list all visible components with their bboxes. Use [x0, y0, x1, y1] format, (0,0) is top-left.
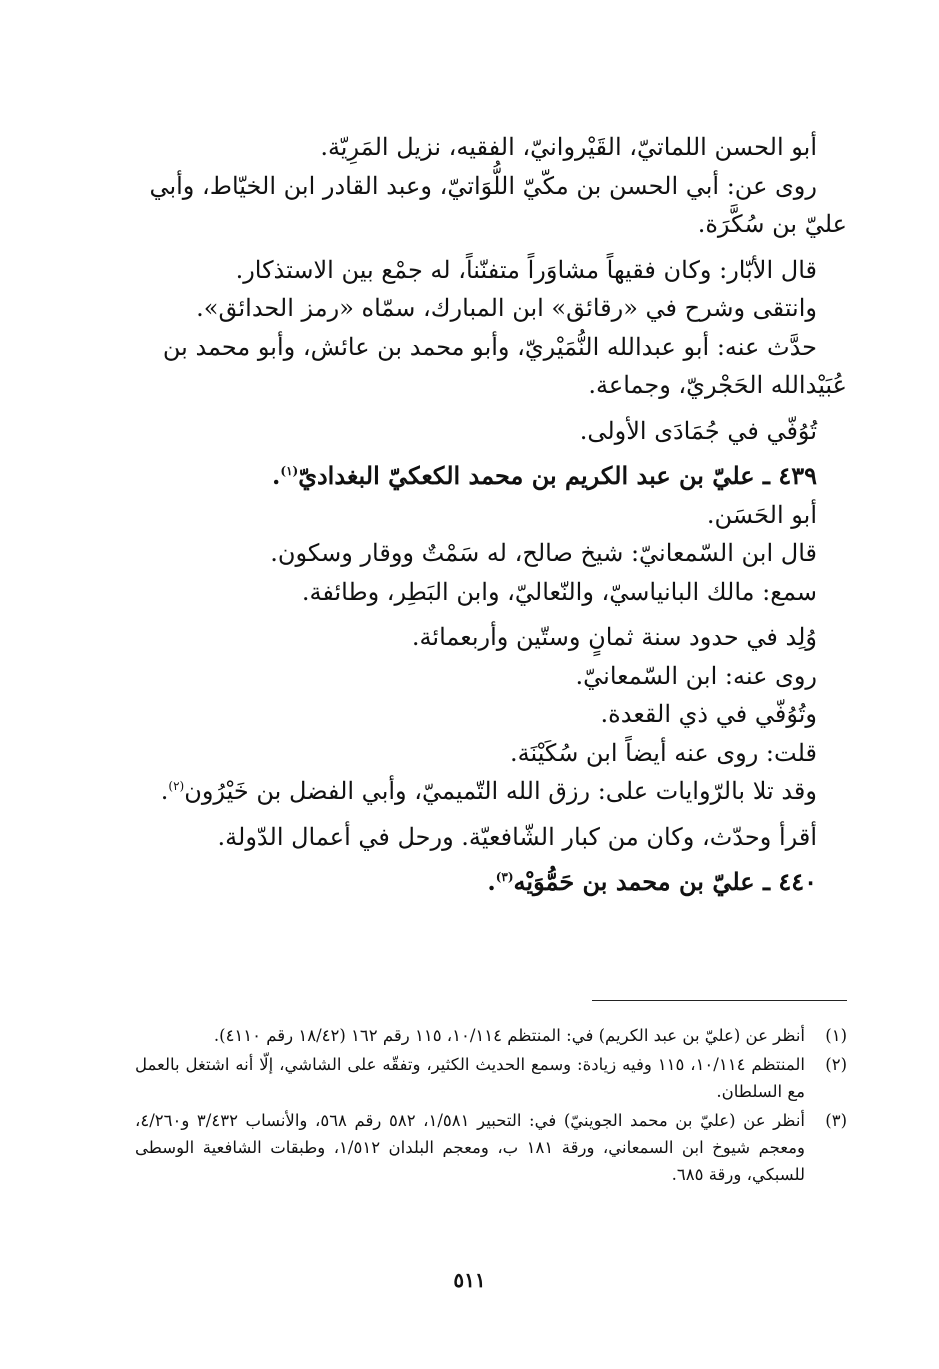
text-line: حدَّث عنه: أبو عبدالله النُّمَيْريّ، وأبو محمد بن عائش، وأبو محمد بن: [162, 332, 817, 361]
footnote: [135, 1107, 847, 1188]
footnote-ref: (١): [280, 464, 299, 478]
text-line: قال الأبّار: وكان فقيهاً مشاوَراً متفنّناً، له جمْع بين الاستذكار.: [235, 255, 817, 284]
text-line: وتُوُفّي في ذي القعدة.: [600, 700, 817, 728]
heading-period: .: [272, 461, 281, 490]
footnotes: [135, 1022, 847, 1190]
entry-heading-text: ٤٤٠ ـ عليّ بن محمد بن حَمُّوَيْه: [513, 867, 817, 896]
text-line: عُبَيْدالله الحَجْريّ، وجماعة.: [588, 371, 847, 399]
text-line: أبو الحسن اللماتيّ، القَيْروانيّ، الفقيه، نزيل المَرِيّة.: [320, 133, 817, 161]
footnote-number: (٣): [825, 1111, 847, 1130]
text-line: وانتقى وشرح في «رقائق» ابن المبارك، سمّاه «رمز الحدائق».: [196, 294, 817, 322]
text-line: روى عن: أبي الحسن بن مكّيّ اللُّوَاتيّ، وعبد القادر ابن الخيّاط، وأبي: [149, 171, 817, 200]
footnote-number: (٢): [825, 1055, 847, 1074]
text-line: أبو الحَسَن.: [706, 500, 817, 529]
footnote: [135, 1051, 847, 1105]
footnote-text: أنظر عن (عليّ بن محمد الجوينيّ) في: التحبير ١/٥٨١، ٥٨٢ رقم ٥٦٨، والأنساب ٣/٤٣٢ و٤/٢٦٠، ومعجم شيوخ ابن السمعاني، ورقة ١٨١ ب، ومعجم البلدان ١/٥١٢، وطبقات الشافعية الوسطى للسبكي، ورقة ٦٨٥.: [135, 1111, 806, 1184]
footnote-text: المنتظم ١٠/١١٤، ١١٥ وفيه زيادة: وسمع الحديث الكثير، وتفقّه على الشاشي، إلّا أنه اشتغل بالعمل مع السلطان.: [135, 1055, 805, 1101]
recitation-text: وقد تلا بالرّوايات على: رزق الله التّميميّ، وأبي الفضل بن خَيْرُون: [184, 777, 817, 805]
footnote: [135, 1022, 847, 1049]
text-line: سمع: مالك البانياسيّ، والنّعاليّ، وابن البَطِر، وطائفة.: [301, 577, 817, 606]
text-line: قال ابن السّمعانيّ: شيخ صالح، له سَمْتٌ ووقار وسكون.: [270, 539, 817, 567]
entry-heading-440: [135, 863, 847, 902]
text-line: وُلِد في حدود سنة ثمانٍ وستّين وأربعمائة.: [411, 623, 817, 651]
text-line: روى عنه: ابن السّمعانيّ.: [575, 661, 817, 690]
text-line: [135, 772, 847, 811]
footnote-ref: (٣): [495, 870, 514, 884]
page-number: ٥١١: [453, 1268, 486, 1292]
footnote-ref: (٢): [168, 779, 185, 793]
footnote-number: (١): [825, 1026, 847, 1045]
text-line: قلت: روى عنه أيضاً ابن سُكَيْنَة.: [509, 738, 817, 767]
line-period: .: [160, 777, 169, 805]
main-text: [135, 128, 847, 902]
text-line: أقرأ وحدّث، وكان من كبار الشّافعيّة. ورحل في أعمال الدّولة.: [217, 822, 817, 851]
heading-period: .: [487, 867, 496, 896]
entry-heading-439: [135, 457, 847, 496]
footnote-text: أنظر عن (عليّ بن عبد الكريم) في: المنتظم ١٠/١١٤، ١١٥ رقم ١٦٢ (١٨/٤٢ رقم ٤١١٠).: [213, 1026, 805, 1045]
entry-heading-text: ٤٣٩ ـ عليّ بن عبد الكريم بن محمد الكعكيّ البغداديّ: [298, 461, 817, 490]
footnote-divider: [592, 1000, 847, 1001]
text-line: تُوُفّي في جُمَادَى الأولى.: [579, 416, 817, 445]
text-line: عليّ بن سُكَّرَة.: [697, 210, 847, 238]
